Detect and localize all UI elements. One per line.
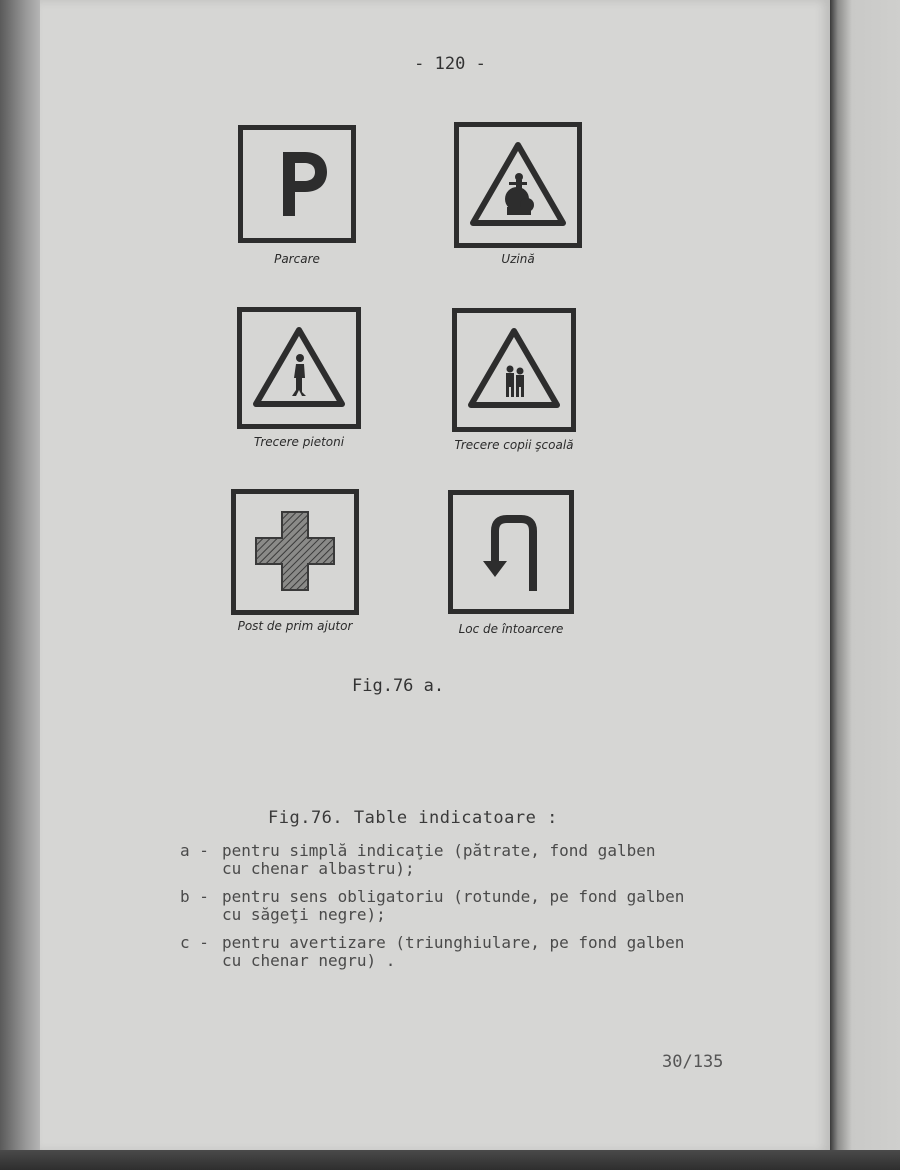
scan-bottom-edge bbox=[0, 1150, 900, 1170]
legend-letter: a - bbox=[180, 841, 209, 860]
sign-label-u-turn-place: Loc de întoarcere bbox=[458, 622, 564, 636]
sign-school-children-crossing bbox=[452, 308, 576, 432]
scan-shadow bbox=[0, 0, 44, 1170]
legend-item bbox=[180, 842, 780, 878]
legend-title: Fig.76. Table indicatoare : bbox=[268, 808, 558, 828]
legend-letter: c - bbox=[180, 933, 209, 952]
sign-label-school-children-crossing: Trecere copii şcoală bbox=[454, 438, 574, 452]
legend-item bbox=[180, 888, 780, 924]
sign-factory bbox=[454, 122, 582, 248]
legend-letter: b - bbox=[180, 887, 209, 906]
page-code: 30/135 bbox=[662, 1052, 724, 1072]
legend-text: pentru sens obligatoriu (rotunde, pe fond galben cu săgeţi negre); bbox=[222, 887, 685, 924]
sign-label-pedestrian-crossing: Trecere pietoni bbox=[253, 435, 345, 449]
sign-pedestrian-crossing bbox=[237, 307, 361, 429]
legend-list bbox=[180, 842, 780, 980]
sign-u-turn-place bbox=[448, 490, 574, 614]
children-triangle-icon bbox=[457, 313, 571, 427]
page-number: - 120 - bbox=[414, 54, 486, 74]
sign-label-factory: Uzină bbox=[501, 252, 535, 266]
sign-first-aid-post bbox=[231, 489, 359, 615]
sign-parking bbox=[238, 125, 356, 243]
adjacent-page-edge bbox=[830, 0, 900, 1170]
legend-text: pentru simplă indicaţie (pătrate, fond galben cu chenar albastru); bbox=[222, 841, 656, 878]
figure-caption: Fig.76 a. bbox=[352, 676, 445, 696]
pedestrian-triangle-icon bbox=[242, 312, 356, 424]
sign-label-first-aid-post: Post de prim ajutor bbox=[237, 619, 353, 633]
sign-label-parking: Parcare bbox=[274, 252, 320, 266]
document-page bbox=[40, 0, 830, 1152]
cross-icon bbox=[236, 494, 354, 610]
legend-item bbox=[180, 934, 780, 970]
u-turn-arrow-icon bbox=[453, 495, 569, 609]
legend-text: pentru avertizare (triunghiulare, pe fond galben cu chenar negru) . bbox=[222, 933, 685, 970]
parking-p-icon bbox=[243, 130, 351, 238]
factory-triangle-icon bbox=[459, 127, 577, 243]
